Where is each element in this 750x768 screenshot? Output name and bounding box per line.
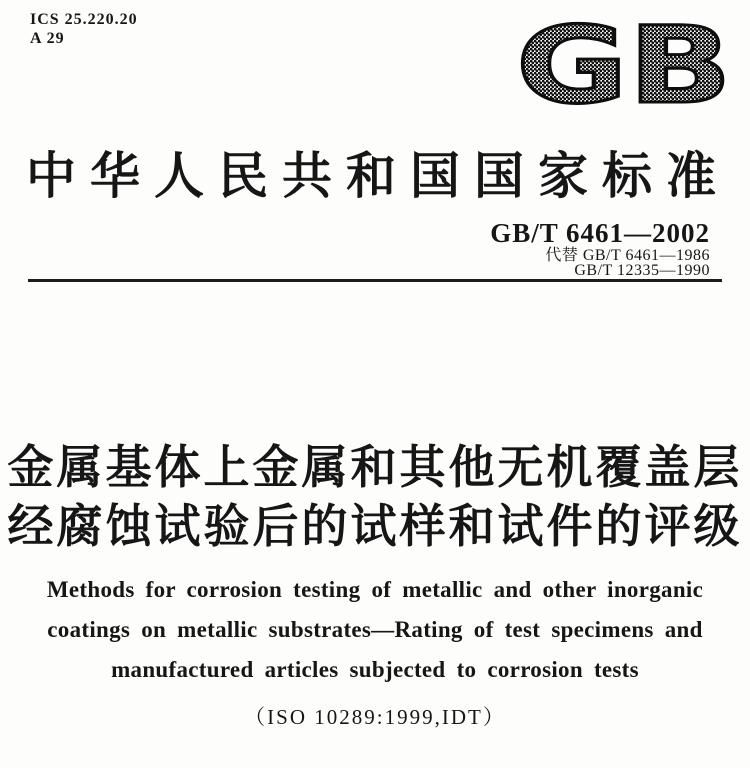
ics-code: ICS 25.220.20 [30, 11, 138, 28]
header-divider-line [28, 279, 722, 282]
english-title-line-3: manufactured articles subjected to corrosion tests [111, 657, 639, 682]
standard-number: GB/T 6461—2002 [490, 218, 710, 248]
chinese-title-line-2: 经腐蚀试验后的试样和试件的评级 [7, 500, 743, 552]
gb-logo-text: GB [516, 16, 732, 112]
chinese-title-line-1: 金属基体上金属和其他无机覆盖层 [7, 441, 743, 493]
superseded-standard-1: 代替 GB/T 6461—1986 [545, 247, 710, 264]
english-title-line-1: Methods for corrosion testing of metallic and other inorganic [46, 577, 704, 602]
standard-number-block [490, 218, 710, 278]
english-title-line-2: coatings on metallic substrates—Rating of test specimens and [47, 617, 703, 642]
iso-reference: （ISO 10289:1999,IDT） [244, 705, 506, 729]
document-title-english [0, 570, 750, 690]
national-standard-banner: 中华人民共和国国家标准 [26, 148, 730, 204]
classification-code: A 29 [30, 30, 65, 47]
superseded-standard-2: GB/T 12335—1990 [574, 262, 710, 279]
gb-logo-icon [510, 16, 738, 112]
ics-code-block [30, 10, 138, 48]
document-title-chinese [0, 438, 750, 556]
